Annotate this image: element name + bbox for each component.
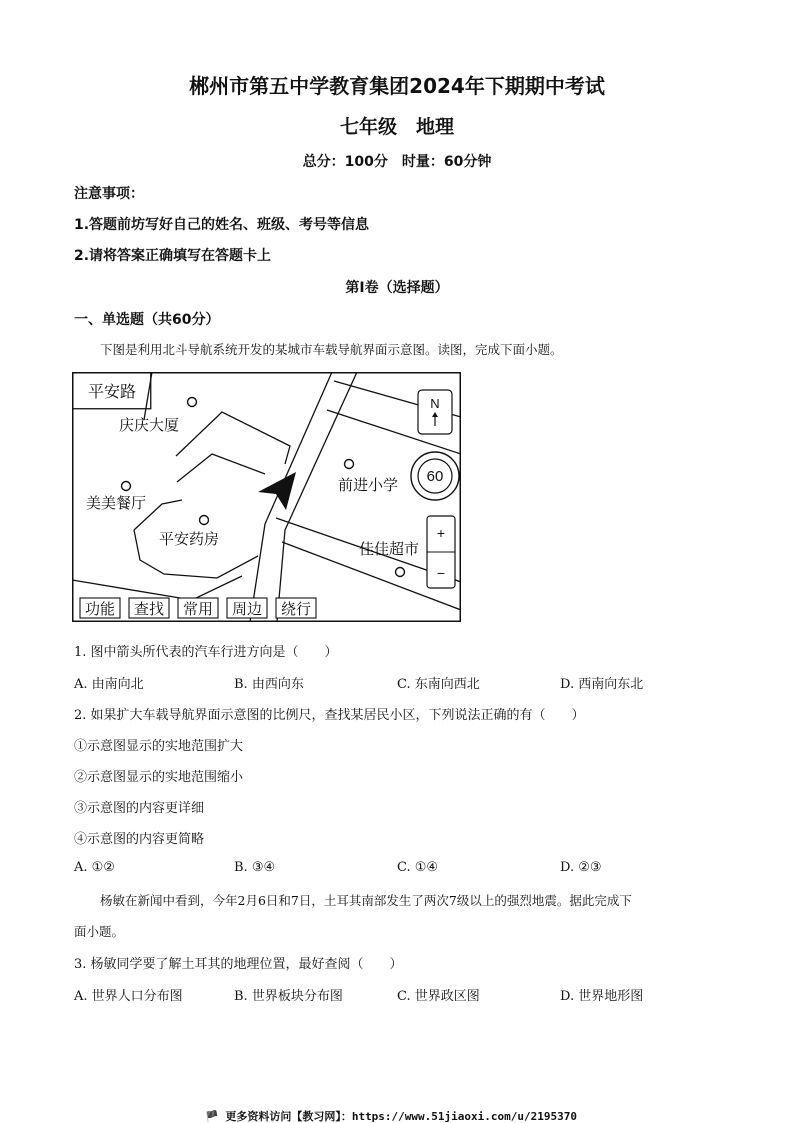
q1-option-b: B. 由西向东 [234, 677, 304, 692]
map-place-label: 平安药房 [158, 530, 220, 548]
map-button-function: 功能 [84, 600, 116, 618]
notes-heading: 注意事项： [74, 186, 144, 202]
exam-title: 郴州市第五中学教育集团2024年下期期中考试 [189, 74, 605, 98]
intro-paragraph-1: 下图是利用北斗导航系统开发的某城市车载导航界面示意图。读图，完成下面小题。 [100, 342, 563, 357]
map-place-label: 美美餐厅 [85, 494, 147, 512]
q1-option-c: C. 东南向西北 [397, 677, 480, 692]
footer-link[interactable]: 🏴 更多资料访问【教习网】：https://www.51jiaoxi.com/u/2195370 [205, 1110, 577, 1123]
notes-item-2: 2.请将答案正确填写在答题卡上 [74, 248, 272, 264]
q1-option-a: A. 由南向北 [74, 677, 144, 692]
q3-option-d: D. 世界地形图 [560, 989, 644, 1004]
part1-heading: 一、单选题（共60分） [74, 312, 220, 328]
q2-statement-1: ①示意图显示的实地范围扩大 [74, 739, 244, 754]
q2-statement-2: ②示意图显示的实地范围缩小 [74, 770, 244, 785]
section-label: 第Ⅰ卷（选择题） [345, 280, 449, 296]
north-label: N [430, 396, 440, 411]
map-road-label: 平安路 [87, 382, 137, 401]
q3-option-b: B. 世界板块分布图 [234, 989, 343, 1004]
speed-limit-sign: 60 [426, 468, 444, 485]
exam-subtitle: 七年级 地理 [339, 116, 454, 138]
intro-paragraph-2: 杨敏在新闻中看到，今年2月6日和7日，土耳其南部发生了两次7级以上的强烈地震。据此完成下 [100, 893, 632, 908]
q2-statement-4: ④示意图的内容更简略 [74, 832, 205, 847]
zoom-out-button: − [436, 565, 446, 581]
map-button-common: 常用 [182, 600, 214, 618]
q1-option-d: D. 西南向东北 [560, 677, 644, 692]
exam-meta: 总分：100分 时量：60分钟 [302, 154, 492, 170]
q2-option-b: B. ③④ [234, 860, 276, 875]
q2-statement-3: ③示意图的内容更详细 [74, 801, 205, 816]
q2-stem: 2. 如果扩大车载导航界面示意图的比例尺，查找某居民小区，下列说法正确的有（ ） [74, 708, 585, 723]
map-place-label: 佳佳超市 [358, 540, 420, 558]
notes-item-1: 1.答题前坊写好自己的姓名、班级、考号等信息 [74, 217, 370, 233]
q1-stem: 1. 图中箭头所代表的汽车行进方向是（ ） [74, 645, 338, 660]
q2-option-d: D. ②③ [560, 860, 602, 875]
q3-stem: 3. 杨敏同学要了解土耳其的地理位置，最好查阅（ ） [74, 957, 403, 972]
q2-option-c: C. ①④ [397, 860, 439, 875]
navigation-map [72, 372, 461, 622]
map-button-search: 查找 [133, 600, 165, 618]
q2-option-a: A. ①② [74, 860, 115, 875]
q3-option-a: A. 世界人口分布图 [74, 989, 183, 1004]
map-button-nearby: 周边 [231, 600, 263, 618]
map-place-label: 庆庆大厦 [118, 416, 180, 434]
zoom-in-button: + [436, 525, 446, 541]
map-button-detour: 绕行 [280, 600, 312, 618]
q3-option-c: C. 世界政区图 [397, 989, 480, 1004]
intro-paragraph-2-cont: 面小题。 [74, 924, 125, 939]
map-place-label: 前进小学 [337, 476, 399, 494]
